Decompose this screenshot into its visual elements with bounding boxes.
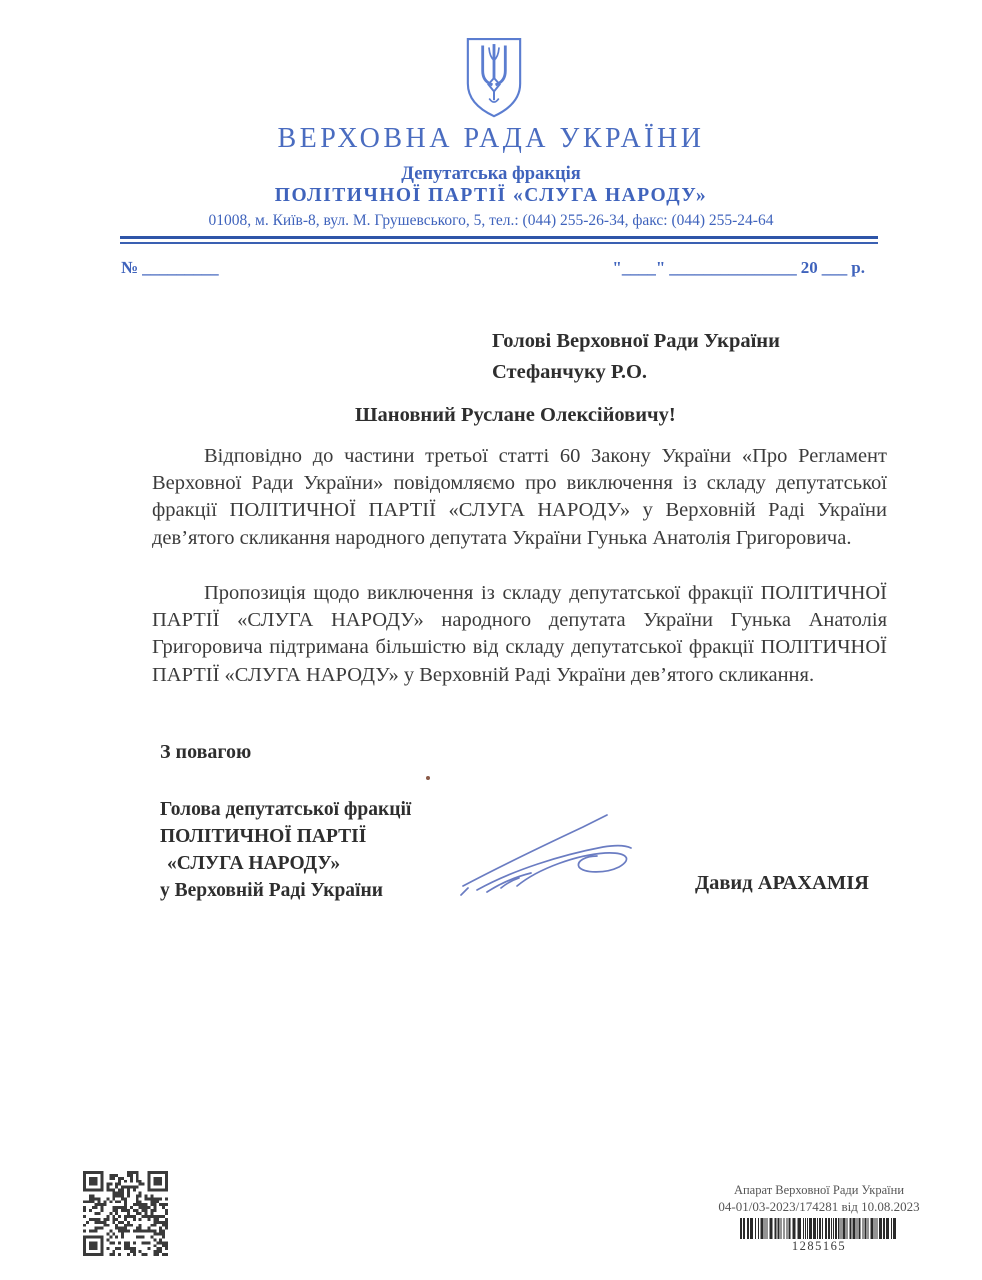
salutation: Шановний Руслане Олексійовичу! — [355, 404, 676, 426]
header-divider — [120, 236, 878, 244]
doc-number-blank: _________ — [142, 258, 219, 277]
doc-date-field — [612, 258, 865, 278]
date-year-prefix: 20 — [800, 258, 818, 277]
recipient-line-1: Голові Верховної Ради України — [492, 330, 780, 352]
body-paragraph-2: Пропозиція щодо виключення із складу депутатської фракції ПОЛІТИЧНОЇ ПАРТІЇ «СЛУГА НАРОДУ» народного депутата України Гунька Анатолія Григоровича підтримана більшістю від складу депутатської фракції ПОЛІТИЧНОЇ ПАРТІЇ «СЛУГА НАРОДУ» у Верховній Раді України дев’ятого скликання. — [152, 582, 887, 686]
party-subtitle: ПОЛІТИЧНОЇ ПАРТІЇ «СЛУГА НАРОДУ» — [274, 185, 708, 206]
recipient-block — [492, 326, 780, 387]
date-month-blank: _______________ — [669, 258, 797, 277]
reference-line — [121, 258, 865, 278]
signer-title-block — [160, 796, 411, 904]
date-day-blank: "____" — [612, 258, 666, 277]
stamp-registration-number: 04-01/03-2023/174281 від 10.08.2023 — [718, 1199, 920, 1214]
barcode-number: 1285165 — [791, 1239, 847, 1253]
doc-number-field — [121, 258, 219, 278]
ukraine-trident-emblem-icon — [462, 37, 526, 119]
stamp-office: Апарат Верховної Ради України — [733, 1183, 905, 1197]
recipient-line-2: Стефанчуку Р.О. — [492, 360, 648, 383]
signer-title-line-1: Голова депутатської фракції — [160, 799, 412, 820]
ink-dot — [426, 776, 430, 780]
registration-stamp — [716, 1183, 922, 1254]
date-year-blank: ___ — [821, 258, 848, 277]
body-paragraph-1: Відповідно до частини третьої статті 60 Закону України «Про Регламент Верховної Ради України» повідомляємо про виключення із складу депутатської фракції ПОЛІТИЧНОЇ ПАРТІЇ «СЛУГА НАРОДУ» у Верховній Раді України дев’ятого скликання народного депутата України Гунька Анатолія Григоровича. — [152, 445, 887, 549]
barcode-icon — [740, 1218, 898, 1239]
signer-title-line-4: у Верховній Раді України — [160, 880, 383, 901]
organization-title: ВЕРХОВНА РАДА УКРАЇНИ — [277, 123, 705, 154]
date-year-suffix: р. — [851, 258, 865, 277]
handwritten-signature — [455, 806, 650, 906]
qr-code-icon — [82, 1171, 169, 1256]
faction-subtitle: Депутатська фракція — [401, 164, 581, 184]
doc-number-label: № — [121, 258, 139, 277]
closing-regards: З повагою — [160, 741, 252, 763]
address-line: 01008, м. Київ-8, вул. М. Грушевського, 5, тел.: (044) 255-26-34, факс: (044) 255-24-64 — [208, 212, 774, 229]
signer-title-line-3: «СЛУГА НАРОДУ» — [167, 853, 341, 874]
signer-name: Давид АРАХАМІЯ — [695, 872, 869, 894]
signer-title-line-2: ПОЛІТИЧНОЇ ПАРТІЇ — [160, 826, 367, 847]
